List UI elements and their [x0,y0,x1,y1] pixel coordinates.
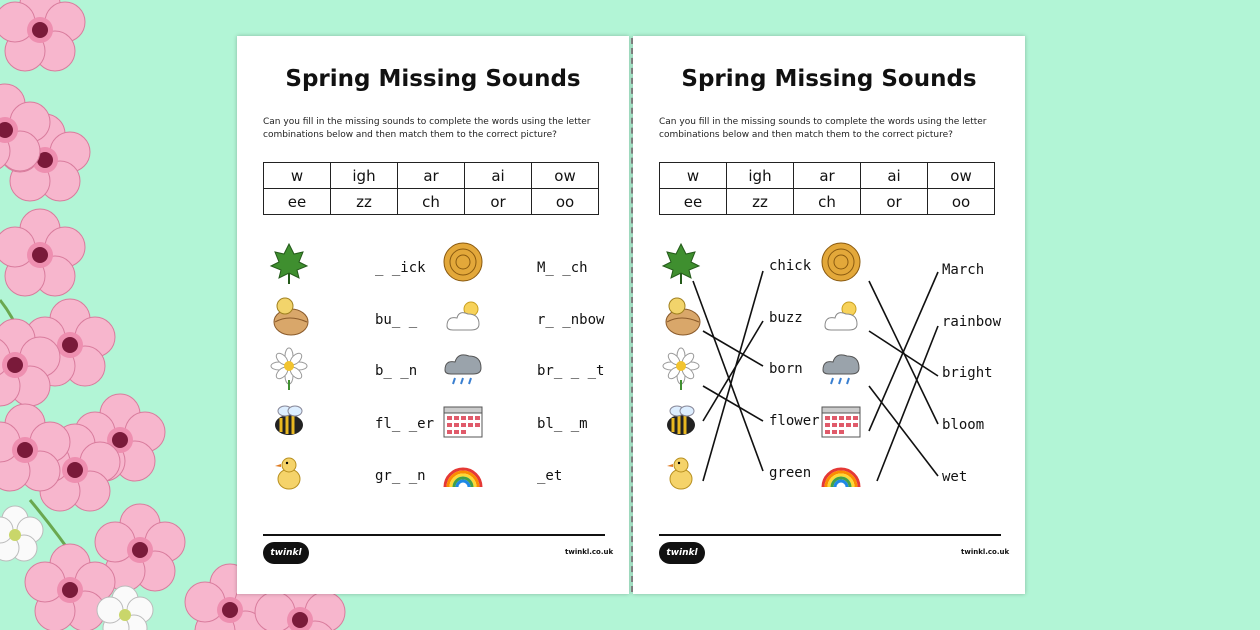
answer-word: flower [769,413,820,429]
sound-cell: ow [532,163,599,189]
answer-word: rainbow [942,314,1002,330]
worksheet-answers [633,36,1025,594]
sound-cell: w [264,163,331,189]
sound-cell: ee [264,189,331,215]
calendar-icon [441,399,485,443]
rainbow-icon [441,451,485,495]
sound-grid [263,162,599,215]
sound-cell: igh [331,163,398,189]
missing-word: gr_ _n [375,468,426,484]
worksheet-title: Spring Missing Sounds [285,66,581,92]
worksheet-blank [237,36,629,594]
site-url: twinkl.co.uk [565,548,614,556]
sound-cell: or [465,189,532,215]
sound-cell: oo [532,189,599,215]
missing-word: b_ _n [375,363,418,379]
chick-icon [267,451,311,495]
answer-word: born [769,361,803,377]
missing-word: r_ _nbow [537,312,605,328]
sound-cell: or [861,189,928,215]
sound-cell: zz [331,189,398,215]
instructions: Can you fill in the missing sounds to complete the words using the letter combinations below and then match them to the correct picture? [659,117,987,140]
sound-cell: ar [398,163,465,189]
sound-cell: zz [727,189,794,215]
answer-word: March [942,262,985,278]
footer-rule [659,534,1001,536]
twinkl-logo: twinkl [659,542,705,564]
missing-word: M_ _ch [537,260,588,276]
missing-word: fl_ _er [375,416,435,432]
footer-rule [263,534,605,536]
sound-cell: ow [928,163,995,189]
answer-word: buzz [769,310,803,326]
instructions: Can you fill in the missing sounds to complete the words using the letter combinations below and then match them to the correct picture? [263,117,591,140]
rain-cloud-icon [441,346,485,390]
daisy-icon [267,346,311,390]
missing-word: bl_ _m [537,416,588,432]
missing-word: _ _ick [375,260,426,276]
missing-word: bu_ _ [375,312,418,328]
answer-word: bright [942,365,993,381]
sound-cell: ai [465,163,532,189]
site-url: twinkl.co.uk [961,548,1010,556]
missing-word: _et [537,468,563,484]
missing-word: br_ _ _t [537,363,605,379]
sound-cell: oo [928,189,995,215]
twinkl-logo: twinkl [263,542,309,564]
answer-word: bloom [942,417,985,433]
answer-word: wet [942,469,968,485]
sound-cell: w [660,163,727,189]
sound-cell: ai [861,163,928,189]
sound-cell: ch [398,189,465,215]
straw-bale-icon [441,240,485,284]
sound-cell: igh [727,163,794,189]
sound-cell: ee [660,189,727,215]
sound-cell: ch [794,189,861,215]
chick-egg-icon [267,294,311,338]
sound-cell: ar [794,163,861,189]
sun-cloud-icon [441,294,485,338]
answer-word: green [769,465,812,481]
worksheet-title: Spring Missing Sounds [681,66,977,92]
leaf-icon [267,240,311,284]
bee-icon [267,399,311,443]
answer-word: chick [769,258,812,274]
